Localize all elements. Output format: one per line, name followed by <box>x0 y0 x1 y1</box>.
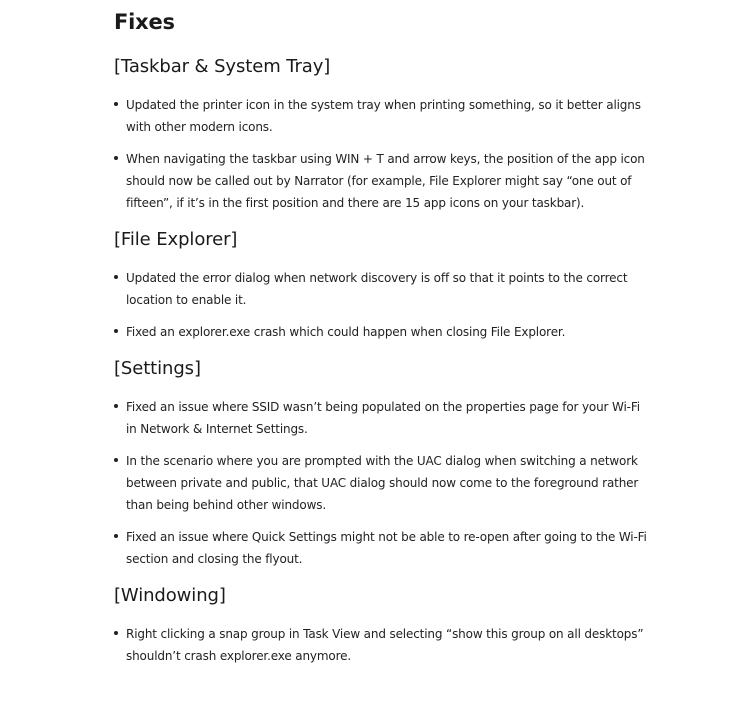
bullet-dot <box>114 534 118 538</box>
list-item-text: Fixed an issue where Quick Settings might not be able to re-open after going to the Wi-Fi section and closing the flyout. <box>126 530 647 566</box>
list-item-text: Right clicking a snap group in Task View and selecting “show this group on all desktops” shouldn’t crash explorer.exe anymore. <box>126 627 644 663</box>
list-item-text: Updated the error dialog when network discovery is off so that it points to the correct location to enable it. <box>126 271 628 307</box>
file-explorer-fixes-list <box>114 267 654 343</box>
bullet-dot <box>114 458 118 462</box>
list-item-text: When navigating the taskbar using WIN + T and arrow keys, the position of the app icon should now be called out by Narrator (for example, File Explorer might say “one out of fifteen”, if it’s in the first position and there are 15 app icons on your taskbar). <box>126 152 645 210</box>
section-heading-windowing: [Windowing] <box>114 585 226 606</box>
list-item <box>114 526 654 570</box>
list-item-text: Updated the printer icon in the system tray when printing something, so it better aligns with other modern icons. <box>126 98 641 134</box>
settings-fixes-list <box>114 396 654 570</box>
list-item <box>114 623 654 667</box>
list-item <box>114 148 654 214</box>
release-notes-fixes <box>114 0 654 667</box>
list-item <box>114 450 654 516</box>
bullet-dot <box>114 329 118 333</box>
list-item-text: Fixed an issue where SSID wasn’t being populated on the properties page for your Wi-Fi in Network & Internet Settings. <box>126 400 640 436</box>
bullet-dot <box>114 631 118 635</box>
windowing-fixes-list <box>114 623 654 667</box>
list-item <box>114 267 654 311</box>
list-item <box>114 94 654 138</box>
list-item-text: Fixed an explorer.exe crash which could happen when closing File Explorer. <box>126 325 566 339</box>
list-item-text: In the scenario where you are prompted with the UAC dialog when switching a network between private and public, that UAC dialog should now come to the foreground rather than being behind other windows. <box>126 454 639 512</box>
list-item <box>114 396 654 440</box>
page-title: Fixes <box>114 10 175 34</box>
taskbar-fixes-list <box>114 94 654 214</box>
section-heading-taskbar: [Taskbar & System Tray] <box>114 56 331 77</box>
bullet-dot <box>114 156 118 160</box>
list-item <box>114 321 654 343</box>
section-heading-file-explorer: [File Explorer] <box>114 229 238 250</box>
section-heading-settings: [Settings] <box>114 358 201 379</box>
bullet-dot <box>114 102 118 106</box>
bullet-dot <box>114 404 118 408</box>
bullet-dot <box>114 275 118 279</box>
